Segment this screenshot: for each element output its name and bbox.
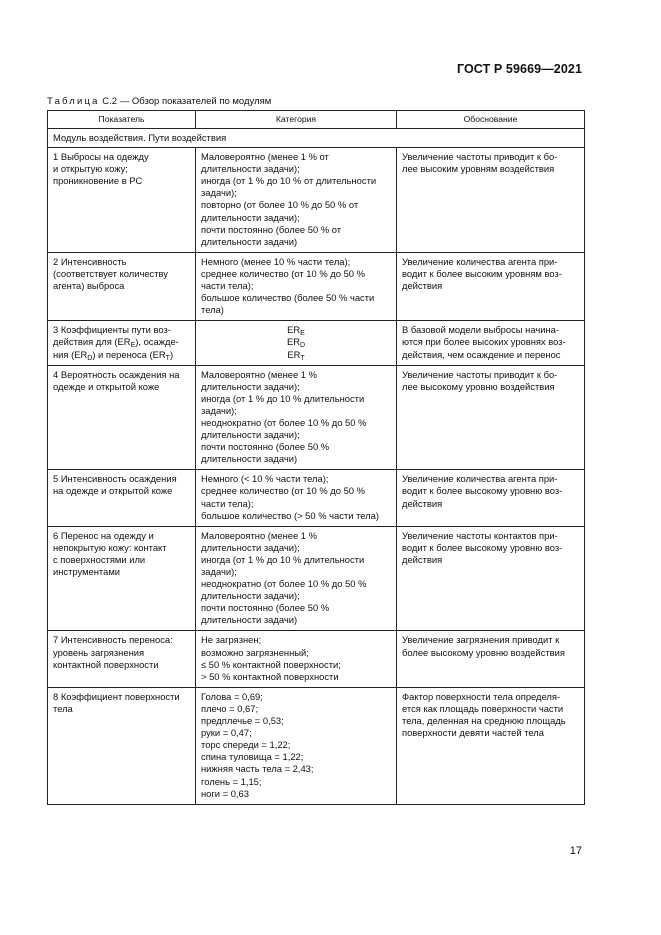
indicator-cell: 5 Интенсивность осаждения на одежде и открытой коже <box>48 470 196 526</box>
caption-label: Таблица <box>47 96 100 107</box>
table-header-row <box>48 111 585 129</box>
indicator-cell: 2 Интенсивность (соответствует количеству агента) выброса <box>48 252 196 320</box>
symbol-er-d: $ER_D$ <box>286 336 306 350</box>
indicator-cell: 3 Коэффициенты пути воз- действия для $(ER_E)$, осажде- ния $(ER_D)$ и переноса $(ER_T)$ <box>48 321 196 365</box>
rationale-cell: Увеличение частоты приводит к бо- лее высоким уровням воздействия <box>397 148 585 253</box>
column-header-category: Категория <box>196 111 397 129</box>
indicator-cell: 6 Перенос на одежду и непокрытую кожу: контакт с поверхностями или инструментами <box>48 526 196 631</box>
table-row <box>48 526 585 631</box>
category-cell <box>196 321 397 365</box>
rationale-cell: В базовой модели выбросы начина- ются при более высоких уровнях воз- действия, чем осаждение и перенос <box>397 321 585 365</box>
category-cell: Голова = 0,69; плечо = 0,67; предплечье = 0,53; руки = 0,47; торс спереди = 1,22; спина туловища = 1,22; нижняя часть тела = 2,43; голень = 1,15; ноги = 0,63 <box>196 687 397 804</box>
category-cell: Немного (< 10 % части тела); среднее количество (от 10 % до 50 % части тела); большое количество (> 50 % части тела) <box>196 470 397 526</box>
table-row <box>48 631 585 687</box>
document-header-standard: ГОСТ Р 59669—2021 <box>456 62 582 76</box>
indicator-cell: 7 Интенсивность переноса: уровень загрязнения контактной поверхности <box>48 631 196 687</box>
category-cell: Не загрязнен; возможно загрязненный; ≤ 50 % контактной поверхности; > 50 % контактной поверхности <box>196 631 397 687</box>
category-cell: Немного (менее 10 % части тела); среднее количество (от 10 % до 50 % части тела); большое количество (более 50 % части тела) <box>196 252 397 320</box>
caption-title: — Обзор показателей по модулям <box>119 96 272 107</box>
rationale-cell: Увеличение загрязнения приводит к более высокому уровню воздействия <box>397 631 585 687</box>
table-row <box>48 252 585 320</box>
section-title: Модуль воздействия. Пути воздействия <box>48 129 585 148</box>
symbol-er-e: $ER_E$ <box>287 324 305 338</box>
table-row <box>48 470 585 526</box>
category-cell: Маловероятно (менее 1 % длительности задачи); иногда (от 1 % до 10 % длительности задачи); неоднократно (от более 10 % до 50 % длительности задачи); почти постоянно (более 50 % длительности задачи) <box>196 526 397 631</box>
table-row <box>48 687 585 804</box>
section-row <box>48 129 585 148</box>
column-header-indicator: Показатель <box>48 111 196 129</box>
page-number: 17 <box>569 845 582 857</box>
indicators-table <box>47 110 585 805</box>
table-caption <box>47 96 271 107</box>
rationale-cell: Увеличение частоты приводит к бо- лее высокому уровню воздействия <box>397 365 585 470</box>
indicator-cell: 4 Вероятность осаждения на одежде и открытой коже <box>48 365 196 470</box>
table-row <box>48 321 585 365</box>
rationale-cell: Фактор поверхности тела определя- ется как площадь поверхности части тела, деленная на среднюю площадь поверхности девяти частей тела <box>397 687 585 804</box>
indicator-cell: 8 Коэффициент поверхности тела <box>48 687 196 804</box>
rationale-cell: Увеличение количества агента при- водит к более высоким уровням воз- действия <box>397 252 585 320</box>
symbol-er-t: $ER_T$ <box>287 348 305 362</box>
caption-number: С.2 <box>102 96 118 107</box>
rationale-cell: Увеличение частоты контактов при- водит к более высокому уровню воз- действия <box>397 526 585 631</box>
category-cell: Маловероятно (менее 1 % длительности задачи); иногда (от 1 % до 10 % длительности задачи); неоднократно (от более 10 % до 50 % длительности задачи); почти постоянно (более 50 % длительности задачи) <box>196 365 397 470</box>
table-row <box>48 148 585 253</box>
category-cell: Маловероятно (менее 1 % от длительности задачи); иногда (от 1 % до 10 % от длительности задачи); повторно (от более 10 % до 50 % от длительности задачи); почти постоянно (более 50 % от длительности задачи) <box>196 148 397 253</box>
indicator-cell: 1 Выбросы на одежду и открытую кожу; проникновение в РС <box>48 148 196 253</box>
table-row <box>48 365 585 470</box>
column-header-rationale: Обоснование <box>397 111 585 129</box>
rationale-cell: Увеличение количества агента при- водит к более высокому уровню воз- действия <box>397 470 585 526</box>
